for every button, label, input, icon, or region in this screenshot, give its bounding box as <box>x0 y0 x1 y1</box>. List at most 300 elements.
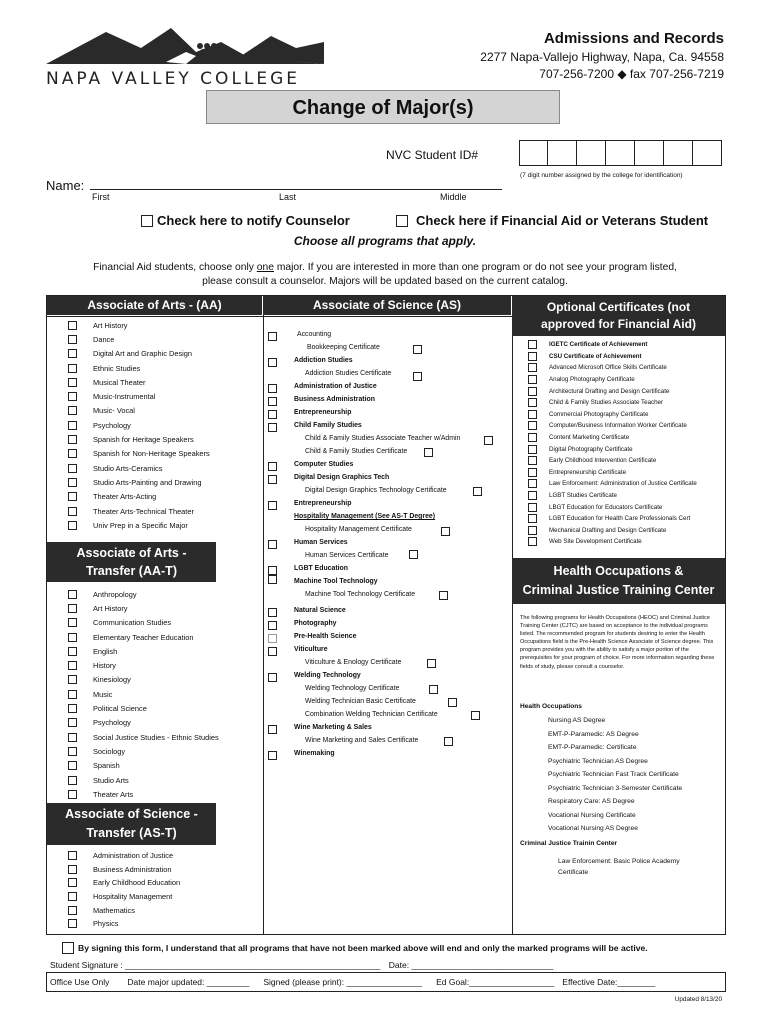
as-cert-label: Viticulture & Enology Certificate <box>305 659 402 666</box>
list-item <box>528 490 697 502</box>
list-item <box>528 339 697 351</box>
list-item <box>68 917 180 931</box>
list-item <box>68 475 210 489</box>
aa-item-label: Psychology <box>93 420 131 430</box>
as-cert-label: Child & Family Studies Certificate <box>305 448 408 455</box>
aa-item-label: Univ Prep in a Specific Major <box>93 520 188 530</box>
health-item: EMT-P-Paramedic: Certificate <box>548 744 637 751</box>
list-item <box>68 903 180 917</box>
as-item-label: Computer Studies <box>294 461 354 468</box>
as-cert-label: Combination Welding Technician Certificate <box>305 711 438 718</box>
aat-item-label: Theater Arts <box>93 789 134 799</box>
optional-item-label: Entrepreneurship Certificate <box>549 468 627 476</box>
as-header: Associate of Science (AS) <box>263 296 511 315</box>
list-item <box>528 478 697 490</box>
as-checkbox[interactable] <box>268 621 277 630</box>
ast-header <box>47 803 216 845</box>
office-name: Admissions and Records <box>543 30 724 47</box>
aat-item-label: Sociology <box>93 746 126 756</box>
as-checkbox[interactable] <box>268 462 277 471</box>
ast-item-label: Hospitality Management <box>93 892 173 902</box>
list-item <box>528 455 697 467</box>
office-phone: 707-256-7200 <box>539 67 614 81</box>
optional-checkbox[interactable] <box>528 375 537 384</box>
health-item: EMT-P-Paramedic: AS Degree <box>548 730 639 738</box>
list-item <box>68 375 210 389</box>
list-item <box>68 601 219 615</box>
cj-item: Law Enforcement: Basic Police Academy Certificate <box>558 858 680 876</box>
as-item-label: Welding Technology <box>294 672 361 679</box>
list-item <box>528 443 697 455</box>
mountains-grapes-icon <box>46 22 324 64</box>
aat-item-label: Studio Arts <box>93 775 129 785</box>
list-item <box>528 432 697 444</box>
as-item-label: LGBT Education <box>294 565 348 572</box>
list-item <box>68 389 210 403</box>
as-item-label: Addiction Studies <box>294 357 353 364</box>
signed-field[interactable]: Signed (please print): ________________ <box>263 977 423 987</box>
aat-item-label: Psychology <box>93 718 131 728</box>
list-item <box>68 644 219 658</box>
list-item <box>68 318 210 332</box>
aat-checkbox[interactable] <box>68 590 77 599</box>
optional-item-label: Law Enforcement: Administration of Justice Certificate <box>549 480 697 488</box>
list-item <box>68 447 210 461</box>
aa-item-label: Music-Instrumental <box>93 392 156 402</box>
optional-checkbox[interactable] <box>528 479 537 488</box>
optional-checkbox[interactable] <box>528 503 537 512</box>
optional-checkbox[interactable] <box>528 398 537 407</box>
health-item: Vocational Nursing Certificate <box>548 811 636 819</box>
aa-item-label: Spanish for Heritage Speakers <box>93 435 194 445</box>
date-updated-field[interactable]: Date major updated: _________ <box>127 977 250 987</box>
id-digit-box[interactable] <box>519 140 548 166</box>
notify-counselor-label: Check here to notify Counselor <box>157 213 350 228</box>
as-item-label: Pre-Health Science <box>294 633 357 640</box>
aat-item-label: History <box>93 661 116 671</box>
aat-checkbox[interactable] <box>68 690 77 699</box>
as-checkbox[interactable] <box>268 608 277 617</box>
office-use-label: Office Use Only <box>50 977 110 987</box>
financial-aid-checkbox[interactable] <box>396 215 408 227</box>
name-first-label: First <box>92 192 110 202</box>
list-item <box>68 361 210 375</box>
aat-item-label: Political Science <box>93 704 147 714</box>
optional-item-label: Digital Photography Certificate <box>549 445 633 453</box>
name-last-label: Last <box>279 192 297 202</box>
list-item <box>68 744 219 758</box>
instructions-part2: major. If you are interested in more than one program or do not see your program listed, <box>273 262 677 273</box>
as-checkbox[interactable] <box>268 397 277 406</box>
optional-checkbox[interactable] <box>528 433 537 442</box>
ast-item-label: Physics <box>93 919 119 929</box>
as-cert-label: Human Services Certificate <box>305 552 389 559</box>
aa-checkbox[interactable] <box>68 492 77 501</box>
list-item <box>68 687 219 701</box>
list-item <box>528 467 697 479</box>
as-checkbox[interactable] <box>268 673 277 682</box>
list-item <box>68 587 219 601</box>
aa-checkbox[interactable] <box>68 435 77 444</box>
aat-checkbox[interactable] <box>68 675 77 684</box>
optional-item-label: CSU Certificate of Achievement <box>549 352 642 360</box>
list-item <box>68 730 219 744</box>
as-checkbox[interactable] <box>268 384 277 393</box>
as-checkbox[interactable] <box>268 566 277 575</box>
optional-item-label: Web Site Development Certificate <box>549 538 642 546</box>
list-item <box>68 849 180 863</box>
health-description: The following programs for Health Occupations (HEOC) and Criminal Justice Training Center (CJTC) are based on acceptance to the individual programs listed. The recommended program for students desiring to enter the Health Occupations field is the Pre-Health Science Associate of Science degree. This program provides you with the ability to satisfy a major portion of the prerequisites for your program of choice. For more information regarding these fields of study, please consult a counselor. <box>520 615 715 670</box>
list-item <box>528 536 697 548</box>
aa-item-label: Dance <box>93 334 115 344</box>
list-item <box>528 409 697 421</box>
optional-checkbox[interactable] <box>528 363 537 372</box>
aat-checkbox[interactable] <box>68 604 77 613</box>
as-cert-checkbox[interactable] <box>413 345 422 354</box>
ast-checkbox[interactable] <box>68 851 77 860</box>
aa-item-label: Theater Arts-Acting <box>93 492 157 502</box>
name-label: Name: <box>46 178 85 193</box>
optional-list <box>528 339 697 548</box>
list-item <box>68 716 219 730</box>
list-item <box>68 332 210 346</box>
choose-all-note: Choose all programs that apply. <box>293 234 477 248</box>
aat-checkbox[interactable] <box>68 704 77 713</box>
as-cert-label: Bookkeeping Certificate <box>307 344 380 351</box>
as-cert-checkbox[interactable] <box>448 698 457 707</box>
aa-checkbox[interactable] <box>68 364 77 373</box>
as-checkbox[interactable] <box>268 423 277 432</box>
agreement-checkbox[interactable] <box>62 942 74 954</box>
aat-checkbox[interactable] <box>68 790 77 799</box>
list-item <box>68 404 210 418</box>
student-id-boxes[interactable] <box>519 140 722 166</box>
aat-item-label: Communication Studies <box>93 618 172 628</box>
as-checkbox[interactable] <box>268 634 277 643</box>
ast-list <box>68 849 180 931</box>
as-item-label: Entrepreneurship <box>294 409 352 416</box>
college-name: NAPA VALLEY COLLEGE <box>46 69 301 89</box>
optional-item-label: LBGT Education for Educators Certificate <box>549 503 663 511</box>
as-checkbox[interactable] <box>268 332 277 341</box>
optional-checkbox[interactable] <box>528 445 537 454</box>
health-title-2: Criminal Justice Training Center <box>522 583 715 597</box>
health-list <box>548 717 682 839</box>
health-header <box>512 558 725 604</box>
aa-checkbox[interactable] <box>68 392 77 401</box>
aa-checkbox[interactable] <box>68 449 77 458</box>
list-item <box>68 504 210 518</box>
as-cert-checkbox[interactable] <box>444 737 453 746</box>
aat-checkbox[interactable] <box>68 647 77 656</box>
aat-header <box>47 542 216 582</box>
aa-item-label: Studio Arts-Ceramics <box>93 463 163 473</box>
aat-item-label: Anthropology <box>93 589 137 599</box>
name-middle-label: Middle <box>440 192 467 202</box>
id-digit-box[interactable] <box>606 140 635 166</box>
aat-checkbox[interactable] <box>68 747 77 756</box>
aat-title-2: Transfer (AA-T) <box>86 564 177 578</box>
list-item <box>528 397 697 409</box>
optional-item-label: Architectural Drafting and Design Certificate <box>549 387 670 395</box>
as-item-label: Natural Science <box>294 607 346 614</box>
as-item-label: Entrepreneurship <box>294 500 352 507</box>
health-item: Psychiatric Technician Fast Track Certificate <box>548 771 679 778</box>
ast-checkbox[interactable] <box>68 892 77 901</box>
as-checkbox[interactable] <box>268 647 277 656</box>
optional-item-label: Child & Family Studies Associate Teacher <box>549 399 664 407</box>
as-cert-label: Digital Design Graphics Technology Certificate <box>305 487 447 494</box>
aat-checkbox[interactable] <box>68 718 77 727</box>
list-item <box>68 773 219 787</box>
as-checkbox[interactable] <box>268 725 277 734</box>
aa-item-label: Music- Vocal <box>93 406 135 416</box>
name-line[interactable] <box>90 189 502 190</box>
as-cert-checkbox[interactable] <box>473 487 482 496</box>
aat-item-label: English <box>93 646 118 656</box>
id-digit-box[interactable] <box>635 140 664 166</box>
optional-checkbox[interactable] <box>528 526 537 535</box>
office-address: 2277 Napa-Vallejo Highway, Napa, Ca. 94558 <box>480 50 724 64</box>
optional-title-2: approved for Financial Aid) <box>541 317 696 331</box>
optional-item-label: LGBT Studies Certificate <box>549 492 617 500</box>
cj-label: Criminal Justice Trainin Center <box>520 840 618 847</box>
health-item: Respiratory Care: AS Degree <box>548 798 635 805</box>
instructions-part1: Financial Aid students, choose only <box>93 262 257 273</box>
list-item <box>528 501 697 513</box>
aa-checkbox[interactable] <box>68 406 77 415</box>
ast-checkbox[interactable] <box>68 919 77 928</box>
as-cert-checkbox[interactable] <box>429 685 438 694</box>
as-cert-checkbox[interactable] <box>409 550 418 559</box>
aat-list <box>68 587 219 801</box>
as-item-label: Hospitality Management (See AS-T Degree) <box>294 513 436 520</box>
ast-item-label: Mathematics <box>93 905 135 915</box>
optional-item-label: Content Marketing Certificate <box>549 434 630 442</box>
instructions <box>40 261 730 289</box>
optional-header <box>512 296 725 336</box>
date-field[interactable]: Date: ______________________________ <box>388 960 554 970</box>
optional-title-1: Optional Certificates (not <box>546 300 691 314</box>
optional-checkbox[interactable] <box>528 491 537 500</box>
aat-item-label: Kinesiology <box>93 675 131 685</box>
form-title: Change of Major(s) <box>292 97 474 119</box>
as-cert-checkbox[interactable] <box>424 448 433 457</box>
as-cert-checkbox[interactable] <box>439 591 448 600</box>
instructions-one: one <box>256 262 274 273</box>
optional-checkbox[interactable] <box>528 514 537 523</box>
updated-date: Updated 8/13/20 <box>674 996 722 1003</box>
id-digit-box[interactable] <box>664 140 693 166</box>
aa-item-label: Theater Arts-Technical Theater <box>93 506 194 516</box>
optional-checkbox[interactable] <box>528 387 537 396</box>
list-item <box>68 890 180 904</box>
office-use-box <box>46 972 726 992</box>
as-checkbox[interactable] <box>268 358 277 367</box>
list-item <box>68 347 210 361</box>
aat-checkbox[interactable] <box>68 633 77 642</box>
list-item <box>528 351 697 363</box>
optional-item-label: Computer/Business Information Worker Certificate <box>549 422 687 430</box>
ast-checkbox[interactable] <box>68 878 77 887</box>
list-item <box>68 490 210 504</box>
aa-checkbox[interactable] <box>68 507 77 516</box>
aa-item-label: Digital Art and Graphic Design <box>93 349 193 359</box>
aat-checkbox[interactable] <box>68 661 77 670</box>
as-checkbox[interactable] <box>268 475 277 484</box>
as-item-label: Viticulture <box>294 646 328 653</box>
title-banner <box>206 90 560 124</box>
aa-checkbox[interactable] <box>68 321 77 330</box>
aat-item-label: Art History <box>93 603 128 613</box>
ast-item-label: Business Administration <box>93 864 172 874</box>
list-item <box>68 787 219 801</box>
list-item <box>68 673 219 687</box>
as-item-label: Wine Marketing & Sales <box>294 724 372 731</box>
aat-item-label: Social Justice Studies - Ethnic Studies <box>93 732 219 742</box>
list-item <box>528 420 697 432</box>
as-cert-checkbox[interactable] <box>413 372 422 381</box>
aa-item-label: Spanish for Non-Heritage Speakers <box>93 449 210 459</box>
effective-date-field[interactable]: Effective Date:________ <box>562 977 656 987</box>
health-title-1: Health Occupations & <box>553 564 684 578</box>
as-item-label: Machine Tool Technology <box>294 578 378 585</box>
as-cert-checkbox[interactable] <box>427 659 436 668</box>
list-item <box>528 362 697 374</box>
as-checkbox[interactable] <box>268 540 277 549</box>
id-digit-box[interactable] <box>577 140 606 166</box>
aa-item-label: Studio Arts-Painting and Drawing <box>93 477 202 487</box>
optional-checkbox[interactable] <box>528 537 537 546</box>
optional-checkbox[interactable] <box>528 410 537 419</box>
as-cert-label: Machine Tool Technology Certificate <box>305 591 416 598</box>
as-item-label: Digital Design Graphics Tech <box>294 474 390 481</box>
ast-checkbox[interactable] <box>68 865 77 874</box>
optional-checkbox[interactable] <box>528 421 537 430</box>
health-occupations-label: Health Occupations <box>520 703 582 710</box>
list-item <box>68 876 180 890</box>
list-item <box>68 863 180 877</box>
as-column <box>268 331 508 763</box>
list-item <box>528 374 697 386</box>
signature-field[interactable]: Student Signature : ______________________________________________________ <box>50 960 381 970</box>
as-checkbox[interactable] <box>268 501 277 510</box>
optional-checkbox[interactable] <box>528 468 537 477</box>
optional-item-label: Advanced Microsoft Office Skills Certificate <box>549 364 667 372</box>
notify-counselor-checkbox[interactable] <box>141 215 153 227</box>
optional-item-label: IGETC Certificate of Achievement <box>549 341 648 349</box>
aa-item-label: Art History <box>93 320 128 330</box>
as-item-label: Administration of Justice <box>294 383 377 390</box>
health-item: Nursing AS Degree <box>548 717 606 724</box>
as-item-label: Human Services <box>294 539 348 546</box>
aat-item-label: Elementary Teacher Education <box>93 632 194 642</box>
optional-checkbox[interactable] <box>528 456 537 465</box>
as-checkbox[interactable] <box>268 575 277 584</box>
aat-title-1: Associate of Arts - <box>76 546 187 560</box>
list-item <box>68 518 210 532</box>
student-id-note: (7 digit number assigned by the college for identification) <box>520 172 683 179</box>
ast-title-1: Associate of Science - <box>65 807 198 821</box>
id-digit-box[interactable] <box>548 140 577 166</box>
aat-item-label: Music <box>93 689 113 699</box>
as-cert-label: Child & Family Studies Associate Teacher w/Admin <box>305 435 461 442</box>
aa-header: Associate of Arts - (AA) <box>47 296 262 315</box>
ast-item-label: Administration of Justice <box>93 851 174 861</box>
as-cert-label: Welding Technology Certificate <box>305 685 400 692</box>
as-cert-checkbox[interactable] <box>471 711 480 720</box>
as-cert-label: Addiction Studies Certificate <box>305 370 392 377</box>
list-item <box>68 630 219 644</box>
as-cert-checkbox[interactable] <box>484 436 493 445</box>
aa-checkbox[interactable] <box>68 421 77 430</box>
optional-item-label: Early Childhood Intervention Certificate <box>549 457 657 465</box>
optional-checkbox[interactable] <box>528 352 537 361</box>
ed-goal-field[interactable]: Ed Goal:__________________ <box>436 977 555 987</box>
health-item: Psychiatric Technician AS Degree <box>548 757 648 765</box>
as-cert-label: Hospitality Management Certificate <box>305 526 412 533</box>
aat-checkbox[interactable] <box>68 776 77 785</box>
aa-checkbox[interactable] <box>68 335 77 344</box>
aat-checkbox[interactable] <box>68 733 77 742</box>
separator-diamond: ◆ <box>617 67 627 81</box>
health-item: Vocational Nursing AS Degree <box>548 825 638 832</box>
aa-checkbox[interactable] <box>68 378 77 387</box>
aa-checkbox[interactable] <box>68 464 77 473</box>
list-item <box>528 513 697 525</box>
optional-item-label: Mechanical Drafting and Design Certificate <box>549 526 667 534</box>
ast-title-2: Transfer (AS-T) <box>86 826 177 840</box>
as-checkbox[interactable] <box>268 751 277 760</box>
aat-item-label: Spanish <box>93 761 120 771</box>
list-item <box>528 525 697 537</box>
list-item <box>68 759 219 773</box>
as-item-label: Business Administration <box>294 396 375 403</box>
as-item-label: Accounting <box>297 331 332 338</box>
as-cert-label: Wine Marketing and Sales Certificate <box>305 737 419 744</box>
aat-checkbox[interactable] <box>68 761 77 770</box>
optional-item-label: Analog Photography Certificate <box>549 376 635 384</box>
agreement-text: By signing this form, I understand that all programs that have not been marked above will end and only the marked programs will be active. <box>78 943 648 953</box>
aa-item-label: Musical Theater <box>93 377 146 387</box>
as-cert-label: Welding Technician Basic Certificate <box>305 698 416 705</box>
aa-checkbox[interactable] <box>68 349 77 358</box>
optional-item-label: LGBT Education for Health Care Professionals Cert <box>549 515 691 523</box>
list-item <box>68 418 210 432</box>
as-checkbox[interactable] <box>268 410 277 419</box>
financial-aid-label: Check here if Financial Aid or Veterans Student <box>416 213 709 228</box>
office-fax: fax 707-256-7219 <box>629 67 724 81</box>
optional-checkbox[interactable] <box>528 340 537 349</box>
list-item <box>528 385 697 397</box>
student-id-label: NVC Student ID# <box>386 148 479 162</box>
aat-checkbox[interactable] <box>68 618 77 627</box>
as-item-label: Photography <box>294 620 337 627</box>
ast-item-label: Early Childhood Education <box>93 878 181 888</box>
ast-checkbox[interactable] <box>68 906 77 915</box>
aa-checkbox[interactable] <box>68 521 77 530</box>
aa-checkbox[interactable] <box>68 478 77 487</box>
as-item-label: Child Family Studies <box>294 422 362 429</box>
instructions-line2: please consult a counselor. Majors will be updated based on the current catalog. <box>202 276 568 287</box>
list-item <box>68 658 219 672</box>
id-digit-box[interactable] <box>693 140 722 166</box>
list-item <box>68 461 210 475</box>
list-item <box>68 701 219 715</box>
list-item <box>68 432 210 446</box>
as-item-label: Winemaking <box>294 750 335 757</box>
as-cert-checkbox[interactable] <box>441 527 450 536</box>
